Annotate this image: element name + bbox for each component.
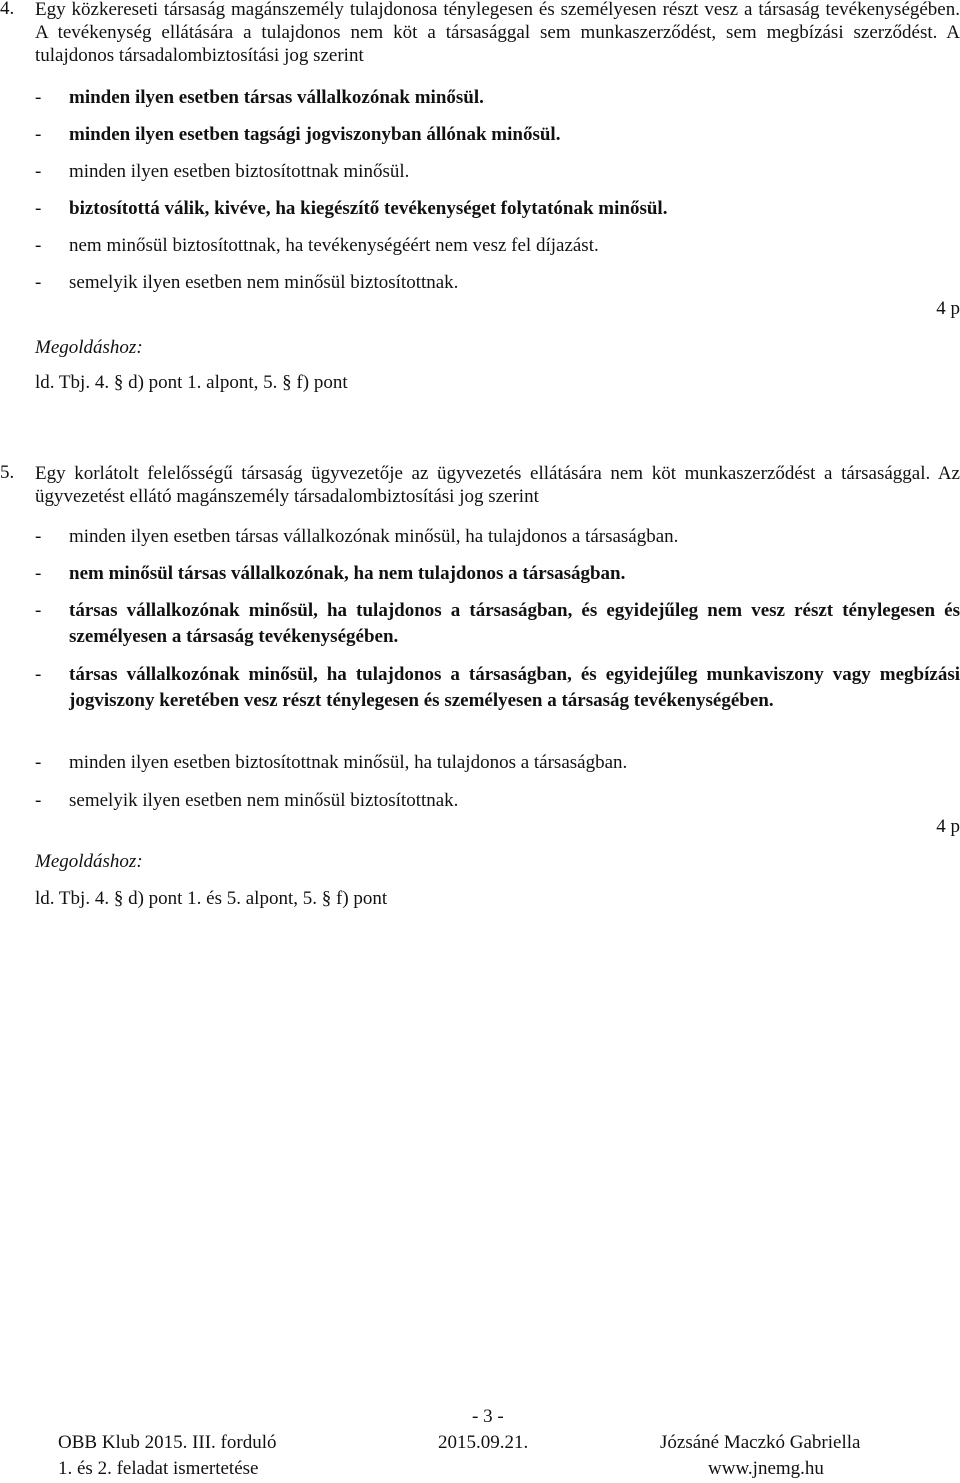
q4-points: 4 p: [936, 298, 960, 319]
footer-author: Józsáné Maczkó Gabriella: [660, 1432, 861, 1453]
option-dash: -: [35, 198, 42, 219]
footer-event: OBB Klub 2015. III. forduló: [58, 1432, 277, 1453]
option-dash: -: [35, 526, 42, 547]
q4-number: 4.: [0, 0, 15, 19]
option-text: minden ilyen esetben biztosítottnak minősül, ha tulajdonos a társaságban.: [69, 752, 628, 773]
q5-option-5[interactable]: [35, 750, 960, 776]
option-dash: -: [35, 161, 42, 182]
q5-option-3[interactable]: [35, 598, 960, 650]
q5-option-6[interactable]: [35, 788, 960, 814]
q5-solution-label: Megoldáshoz:: [35, 851, 143, 872]
option-text: minden ilyen esetben tagsági jogviszonyban állónak minősül.: [69, 124, 561, 145]
q4-option-2[interactable]: [35, 122, 960, 148]
option-text: semelyik ilyen esetben nem minősül biztosítottnak.: [69, 272, 459, 293]
option-text: minden ilyen esetben biztosítottnak minősül.: [69, 161, 410, 182]
option-dash: -: [35, 124, 42, 145]
option-dash: -: [35, 664, 42, 685]
q4-solution-label: Megoldáshoz:: [35, 337, 143, 358]
option-text: társas vállalkozónak minősül, ha tulajdonos a társaságban, és egyidejűleg nem vesz részt ténylegesen és személyesen a társaság tevékenységében.: [69, 600, 960, 647]
q5-solution-reference: ld. Tbj. 4. § d) pont 1. és 5. alpont, 5. § f) pont: [35, 888, 388, 909]
option-dash: -: [35, 600, 42, 621]
footer-date: 2015.09.21.: [438, 1432, 529, 1453]
q4-option-5[interactable]: [35, 233, 960, 259]
page-number: - 3 -: [472, 1406, 504, 1427]
q4-option-4[interactable]: [35, 196, 960, 222]
option-dash: -: [35, 235, 42, 256]
footer-website: www.jnemg.hu: [708, 1458, 824, 1479]
q5-number: 5.: [0, 462, 15, 483]
option-text: minden ilyen esetben társas vállalkozónak minősül.: [69, 87, 484, 108]
q4-option-6[interactable]: [35, 270, 960, 296]
option-dash: -: [35, 790, 42, 811]
option-text: semelyik ilyen esetben nem minősül biztosítottnak.: [69, 790, 459, 811]
option-text: nem minősül társas vállalkozónak, ha nem tulajdonos a társaságban.: [69, 563, 626, 584]
option-text: biztosítottá válik, kivéve, ha kiegészítő tevékenységet folytatónak minősül.: [69, 198, 668, 219]
q4-option-1[interactable]: [35, 85, 960, 111]
q4-option-3[interactable]: [35, 159, 960, 185]
option-text: minden ilyen esetben társas vállalkozónak minősül, ha tulajdonos a társaságban.: [69, 526, 679, 547]
option-dash: -: [35, 752, 42, 773]
option-dash: -: [35, 272, 42, 293]
q5-question-text: Egy korlátolt felelősségű társaság ügyvezetője az ügyvezetés ellátására nem köt munkaszerződést a társasággal. Az ügyvezetést ellátó magánszemély társadalombiztosítási jog szerint: [35, 463, 960, 507]
footer-subtitle: 1. és 2. feladat ismertetése: [58, 1458, 259, 1479]
q4-question-text: Egy közkereseti társaság magánszemély tulajdonosa ténylegesen és személyesen részt vesz a társaság tevékenységében. A tevékenység ellátására a tulajdonos nem köt a társasággal sem munkaszerződést, sem megbízási szerződést. A tulajdonos társadalombiztosítási jog szerint: [35, 0, 960, 66]
option-text: nem minősül biztosítottnak, ha tevékenységéért nem vesz fel díjazást.: [69, 235, 599, 256]
q4-solution-reference: ld. Tbj. 4. § d) pont 1. alpont, 5. § f) pont: [35, 372, 348, 393]
q5-option-2[interactable]: [35, 561, 960, 587]
q5-option-1[interactable]: [35, 524, 960, 550]
option-dash: -: [35, 563, 42, 584]
q5-points: 4 p: [936, 816, 960, 837]
option-dash: -: [35, 87, 42, 108]
option-text: társas vállalkozónak minősül, ha tulajdonos a társaságban, és egyidejűleg munkaviszony vagy megbízási jogviszony keretében vesz részt ténylegesen és személyesen a társaság tevékenységében.: [69, 664, 960, 711]
q5-option-4[interactable]: [35, 662, 960, 714]
